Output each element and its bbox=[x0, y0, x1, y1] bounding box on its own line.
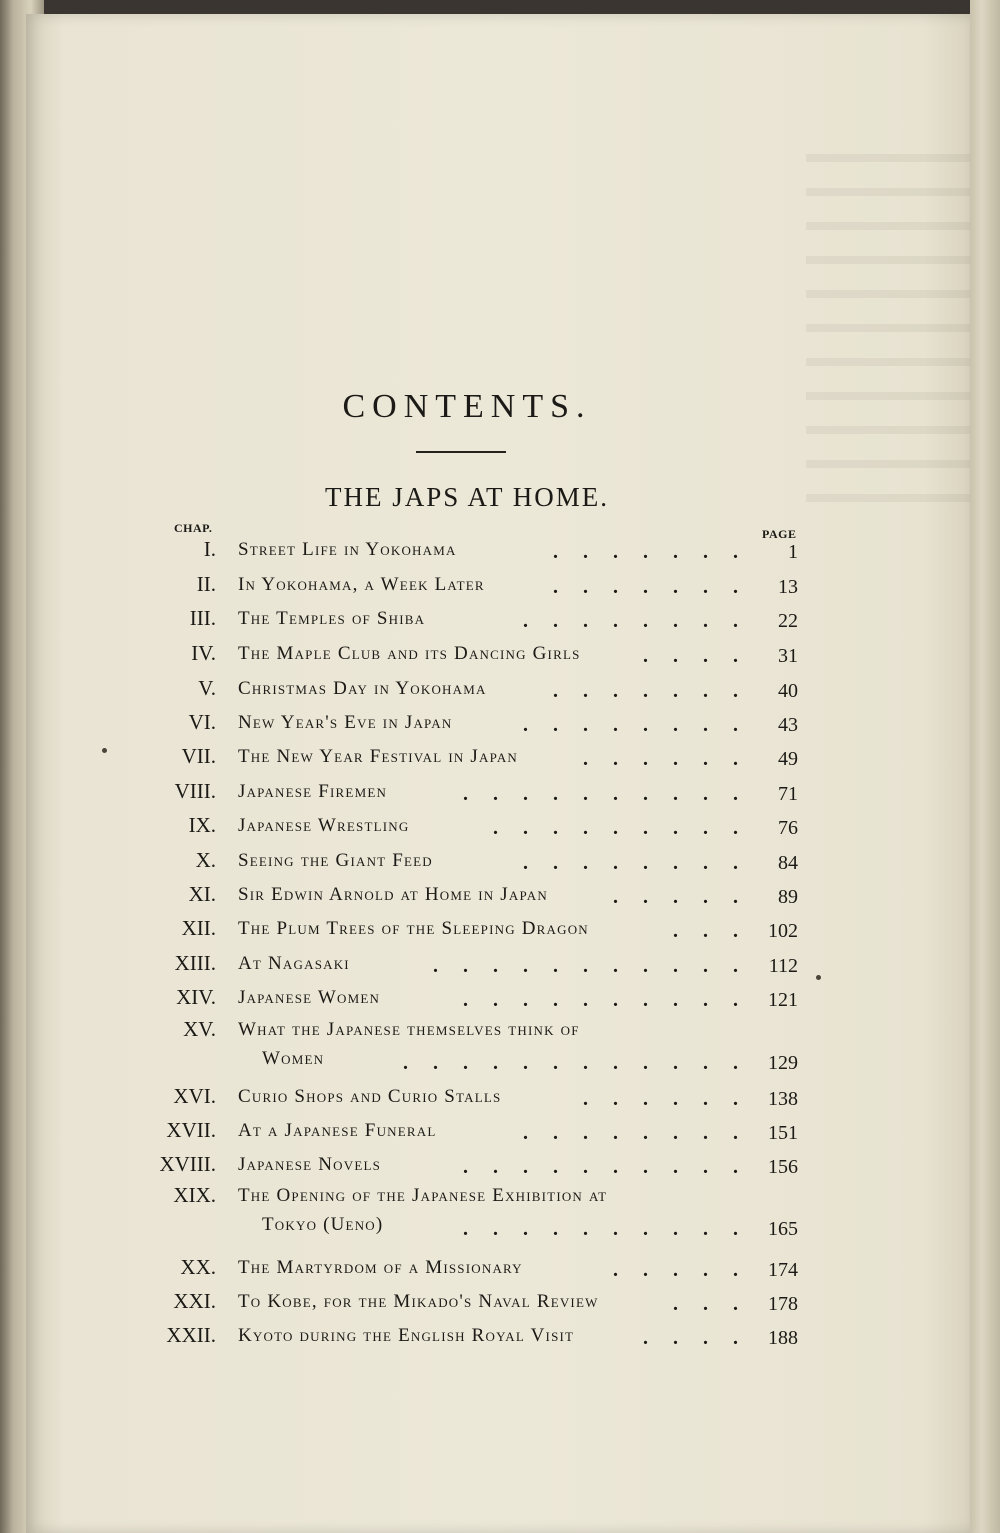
leader-dots: . . . . . . . . bbox=[523, 714, 738, 736]
leader-dots: . . . . . bbox=[613, 886, 738, 908]
toc-entry bbox=[0, 951, 1000, 985]
page-number: 76 bbox=[778, 817, 798, 839]
leader-dots: . . . . . . . . . . bbox=[463, 989, 738, 1011]
chapter-title: The Temples of Shiba bbox=[238, 608, 426, 629]
leader-dots: . . . bbox=[673, 1293, 738, 1315]
toc-entry bbox=[0, 1255, 1000, 1289]
page-number: 121 bbox=[768, 989, 798, 1011]
page-number: 49 bbox=[778, 748, 798, 770]
page-number: 188 bbox=[768, 1327, 798, 1349]
paper-speck bbox=[102, 748, 107, 753]
chapter-number: IX. bbox=[188, 813, 216, 837]
chapter-number: XVII. bbox=[166, 1118, 216, 1142]
chapter-number: XIII. bbox=[174, 951, 216, 975]
leader-dots: . . . . . . . bbox=[553, 541, 738, 563]
page-number: 151 bbox=[768, 1122, 798, 1144]
toc-entry bbox=[0, 779, 1000, 813]
chapter-number: XIV. bbox=[176, 985, 216, 1009]
chapter-number: XVI. bbox=[173, 1084, 216, 1108]
page-number: 43 bbox=[778, 714, 798, 736]
toc-entry bbox=[0, 1152, 1000, 1186]
chapter-number: XXII. bbox=[166, 1323, 216, 1347]
chapter-title: Japanese Firemen bbox=[238, 781, 388, 802]
toc-entry bbox=[0, 848, 1000, 882]
chapter-number: X. bbox=[195, 848, 216, 872]
chapter-column-label: CHAP. bbox=[174, 521, 213, 535]
page-column-label: PAGE bbox=[762, 527, 797, 541]
page-number: 138 bbox=[768, 1088, 798, 1110]
page-number: 156 bbox=[768, 1156, 798, 1178]
chapter-number: XXI. bbox=[173, 1289, 216, 1313]
toc-entry bbox=[0, 572, 1000, 606]
leader-dots: . . . . . . . . . . bbox=[463, 783, 738, 805]
leader-dots: . . . . . . . . . . . bbox=[433, 955, 738, 977]
leader-dots: . . . bbox=[673, 920, 738, 942]
chapter-title-continued: Tokyo (Ueno) bbox=[262, 1214, 384, 1235]
chapter-title: Japanese Women bbox=[238, 987, 381, 1008]
leader-dots: . . . . bbox=[643, 1327, 738, 1349]
chapter-title: Japanese Wrestling bbox=[238, 815, 410, 836]
chapter-title: Street Life in Yokohama bbox=[238, 539, 457, 560]
page-number: 13 bbox=[778, 576, 798, 598]
chapter-title: Seeing the Giant Feed bbox=[238, 850, 433, 871]
chapter-number: I. bbox=[203, 537, 216, 561]
chapter-title: Kyoto during the English Royal Visit bbox=[238, 1325, 575, 1346]
toc-entry bbox=[0, 916, 1000, 950]
contents-heading: CONTENTS. bbox=[342, 388, 592, 425]
chapter-number: XII. bbox=[181, 916, 216, 940]
chapter-number: II. bbox=[196, 572, 216, 596]
chapter-number: XX. bbox=[180, 1255, 216, 1279]
chapter-number: V. bbox=[198, 676, 216, 700]
toc-entry bbox=[0, 813, 1000, 847]
leader-dots: . . . . . . . bbox=[553, 680, 738, 702]
chapter-title: Christmas Day in Yokohama bbox=[238, 678, 487, 699]
page-number: 40 bbox=[778, 680, 798, 702]
chapter-title: The Maple Club and its Dancing Girls bbox=[238, 643, 581, 664]
chapter-title: What the Japanese themselves think of bbox=[238, 1019, 580, 1040]
chapter-title: At Nagasaki bbox=[238, 953, 350, 974]
chapter-title: The Opening of the Japanese Exhibition at bbox=[238, 1185, 608, 1206]
page-number: 165 bbox=[768, 1218, 798, 1240]
toc-entry bbox=[0, 882, 1000, 916]
page-number: 71 bbox=[778, 783, 798, 805]
leader-dots: . . . . . . . . . . bbox=[463, 1156, 738, 1178]
page-number: 31 bbox=[778, 645, 798, 667]
chapter-number: VI. bbox=[188, 710, 216, 734]
chapter-title-continued: Women bbox=[262, 1048, 325, 1069]
leader-dots: . . . . . . bbox=[583, 1088, 738, 1110]
leader-dots: . . . . bbox=[643, 645, 738, 667]
leader-dots: . . . . . . . . bbox=[523, 1122, 738, 1144]
toc-entry bbox=[0, 1183, 1000, 1240]
chapter-title: To Kobe, for the Mikado's Naval Review bbox=[238, 1291, 599, 1312]
chapter-number: IV. bbox=[191, 641, 216, 665]
toc-entry bbox=[0, 744, 1000, 778]
chapter-number: VII. bbox=[181, 744, 216, 768]
page-number: 84 bbox=[778, 852, 798, 874]
leader-dots: . . . . . . . bbox=[553, 576, 738, 598]
page-number: 1 bbox=[788, 541, 798, 563]
leader-dots: . . . . . . . . bbox=[523, 852, 738, 874]
section-heading: THE JAPS AT HOME. bbox=[324, 482, 610, 512]
chapter-title: At a Japanese Funeral bbox=[238, 1120, 437, 1141]
chapter-number: XV. bbox=[183, 1017, 216, 1041]
leader-dots: . . . . . . . . . bbox=[493, 817, 738, 839]
leader-dots: . . . . . bbox=[613, 1259, 738, 1281]
toc-entry bbox=[0, 606, 1000, 640]
chapter-title: Sir Edwin Arnold at Home in Japan bbox=[238, 884, 548, 905]
chapter-number: XI. bbox=[188, 882, 216, 906]
page-number: 178 bbox=[768, 1293, 798, 1315]
page-number: 112 bbox=[768, 955, 798, 977]
page-number: 22 bbox=[778, 610, 798, 632]
chapter-title: New Year's Eve in Japan bbox=[238, 712, 453, 733]
chapter-title: The New Year Festival in Japan bbox=[238, 746, 518, 767]
toc-entry bbox=[0, 1323, 1000, 1357]
toc-entry bbox=[0, 676, 1000, 710]
toc-entry bbox=[0, 985, 1000, 1019]
chapter-number: VIII. bbox=[174, 779, 216, 803]
chapter-title: The Martyrdom of a Missionary bbox=[238, 1257, 523, 1278]
page-number: 89 bbox=[778, 886, 798, 908]
chapter-number: III. bbox=[189, 606, 216, 630]
page-number: 102 bbox=[768, 920, 798, 942]
chapter-title: Curio Shops and Curio Stalls bbox=[238, 1086, 502, 1107]
paper-speck bbox=[816, 975, 821, 980]
toc-entry bbox=[0, 1084, 1000, 1118]
toc-entry bbox=[0, 641, 1000, 675]
leader-dots: . . . . . . . . bbox=[523, 610, 738, 632]
leader-dots: . . . . . . . . . . . . bbox=[403, 1052, 738, 1074]
toc-entry bbox=[0, 710, 1000, 744]
chapter-title: In Yokohama, a Week Later bbox=[238, 574, 485, 595]
chapter-title: Japanese Novels bbox=[238, 1154, 382, 1175]
leader-dots: . . . . . . bbox=[583, 748, 738, 770]
page-number: 174 bbox=[768, 1259, 798, 1281]
leader-dots: . . . . . . . . . . bbox=[463, 1218, 738, 1240]
chapter-number: XIX. bbox=[173, 1183, 216, 1207]
toc-entry bbox=[0, 1289, 1000, 1323]
chapter-title: The Plum Trees of the Sleeping Dragon bbox=[238, 918, 589, 939]
chapter-number: XVIII. bbox=[159, 1152, 216, 1176]
toc-entry bbox=[0, 537, 1000, 571]
toc-entry bbox=[0, 1118, 1000, 1152]
page-number: 129 bbox=[768, 1052, 798, 1074]
toc-entry bbox=[0, 1017, 1000, 1074]
